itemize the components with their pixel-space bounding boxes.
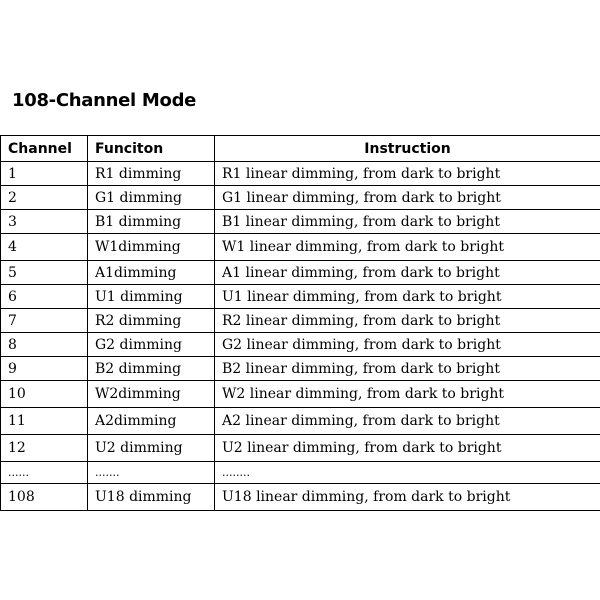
function-cell: U18 dimming xyxy=(88,484,215,511)
function-cell: W2dimming xyxy=(88,381,215,408)
table-row xyxy=(1,435,600,462)
table-row xyxy=(1,186,600,210)
table-row xyxy=(1,162,600,186)
function-cell: G1 dimming xyxy=(88,186,215,210)
instruction-cell: G1 linear dimming, from dark to bright xyxy=(215,186,600,210)
table-row-ellipsis xyxy=(1,462,600,484)
header-instruction: Instruction xyxy=(215,136,600,162)
function-cell: R2 dimming xyxy=(88,309,215,333)
page-title: 108-Channel Mode xyxy=(12,90,197,111)
instruction-cell: W2 linear dimming, from dark to bright xyxy=(215,381,600,408)
header-channel: Channel xyxy=(1,136,88,162)
table-row xyxy=(1,309,600,333)
instruction-cell: U2 linear dimming, from dark to bright xyxy=(215,435,600,462)
channel-cell: 5 xyxy=(1,261,88,285)
channel-cell: 8 xyxy=(1,333,88,357)
channel-cell: 1 xyxy=(1,162,88,186)
channel-cell: 3 xyxy=(1,210,88,234)
table-header-row xyxy=(1,136,600,162)
instruction-cell: A2 linear dimming, from dark to bright xyxy=(215,408,600,435)
channel-cell: 12 xyxy=(1,435,88,462)
instruction-cell: R2 linear dimming, from dark to bright xyxy=(215,309,600,333)
function-cell: B2 dimming xyxy=(88,357,215,381)
function-cell: B1 dimming xyxy=(88,210,215,234)
table-row xyxy=(1,484,600,511)
channel-cell: 9 xyxy=(1,357,88,381)
function-cell: W1dimming xyxy=(88,234,215,261)
channel-table xyxy=(0,135,600,511)
table-row xyxy=(1,408,600,435)
channel-cell: ...... xyxy=(1,462,88,484)
function-cell: U2 dimming xyxy=(88,435,215,462)
channel-cell: 7 xyxy=(1,309,88,333)
table-row xyxy=(1,234,600,261)
channel-cell: 10 xyxy=(1,381,88,408)
instruction-cell: W1 linear dimming, from dark to bright xyxy=(215,234,600,261)
instruction-cell: R1 linear dimming, from dark to bright xyxy=(215,162,600,186)
table-row xyxy=(1,333,600,357)
table-row xyxy=(1,285,600,309)
function-cell: A1dimming xyxy=(88,261,215,285)
header-function: Funciton xyxy=(88,136,215,162)
function-cell: ....... xyxy=(88,462,215,484)
instruction-cell: U18 linear dimming, from dark to bright xyxy=(215,484,600,511)
channel-cell: 4 xyxy=(1,234,88,261)
function-cell: U1 dimming xyxy=(88,285,215,309)
table-row xyxy=(1,261,600,285)
function-cell: G2 dimming xyxy=(88,333,215,357)
table-row xyxy=(1,210,600,234)
channel-cell: 108 xyxy=(1,484,88,511)
table-row xyxy=(1,381,600,408)
channel-cell: 6 xyxy=(1,285,88,309)
instruction-cell: G2 linear dimming, from dark to bright xyxy=(215,333,600,357)
instruction-cell: U1 linear dimming, from dark to bright xyxy=(215,285,600,309)
function-cell: A2dimming xyxy=(88,408,215,435)
instruction-cell: B1 linear dimming, from dark to bright xyxy=(215,210,600,234)
instruction-cell: ........ xyxy=(215,462,600,484)
channel-cell: 2 xyxy=(1,186,88,210)
table-row xyxy=(1,357,600,381)
channel-cell: 11 xyxy=(1,408,88,435)
instruction-cell: B2 linear dimming, from dark to bright xyxy=(215,357,600,381)
instruction-cell: A1 linear dimming, from dark to bright xyxy=(215,261,600,285)
function-cell: R1 dimming xyxy=(88,162,215,186)
